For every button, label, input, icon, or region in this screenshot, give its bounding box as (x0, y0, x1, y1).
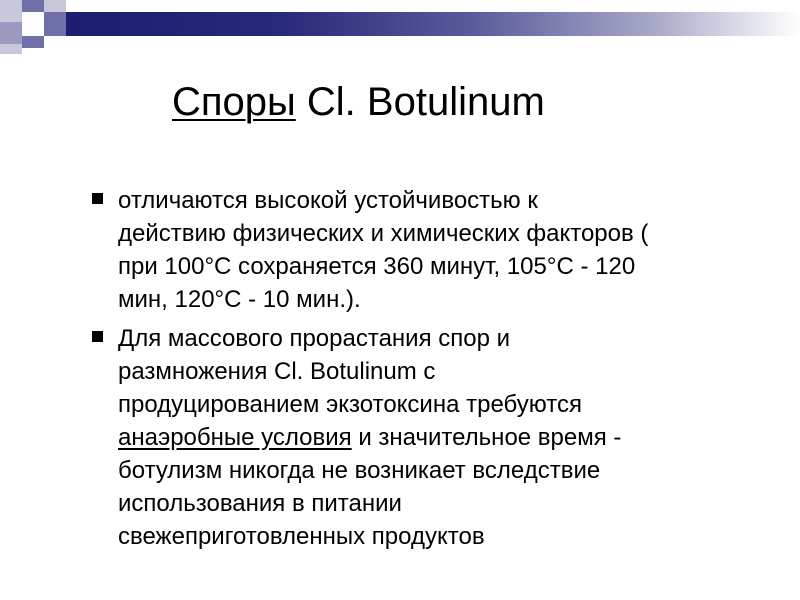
slide-title (172, 78, 545, 126)
bullet-line: использования в питании (118, 490, 402, 517)
deco-square (22, 12, 44, 36)
deco-square (22, 0, 44, 12)
bullet-line: продуцированием экзотоксина требуются (118, 391, 582, 418)
bullet-item (90, 322, 780, 553)
deco-square (44, 0, 66, 12)
bullet-square-icon (92, 331, 103, 342)
bullet-item (90, 184, 780, 316)
bullet-square-icon (92, 193, 103, 204)
bullet-line-tail: и значительное время - (351, 424, 622, 451)
bullet-line-mixed (118, 421, 780, 454)
bullet-list (90, 184, 780, 559)
bullet-line: при 100°С сохраняется 360 минут, 105°С - 120 (118, 253, 636, 280)
deco-square (0, 0, 22, 22)
bullet-line: отличаются высокой устойчивостью к (118, 187, 538, 214)
bullet-line: свежеприготовленных продуктов (118, 523, 485, 550)
deco-bar (66, 12, 800, 36)
title-rest: Cl. Botulinum (295, 80, 545, 124)
bullet-line: ботулизм никогда не возникает вследствие (118, 457, 601, 484)
underlined-phrase: анаэробные условия (118, 424, 352, 451)
deco-square (0, 44, 22, 54)
title-underlined: Споры (172, 80, 296, 124)
bullet-line: мин, 120°С - 10 мин.). (118, 286, 361, 313)
deco-square (22, 36, 44, 48)
bullet-line: действию физических и химических факторов ( (118, 220, 649, 247)
deco-square (44, 12, 66, 36)
bullet-line: Для массового прорастания спор и (118, 325, 511, 352)
deco-square (0, 22, 22, 44)
bullet-line: размножения Cl. Botulinum с (118, 358, 436, 385)
